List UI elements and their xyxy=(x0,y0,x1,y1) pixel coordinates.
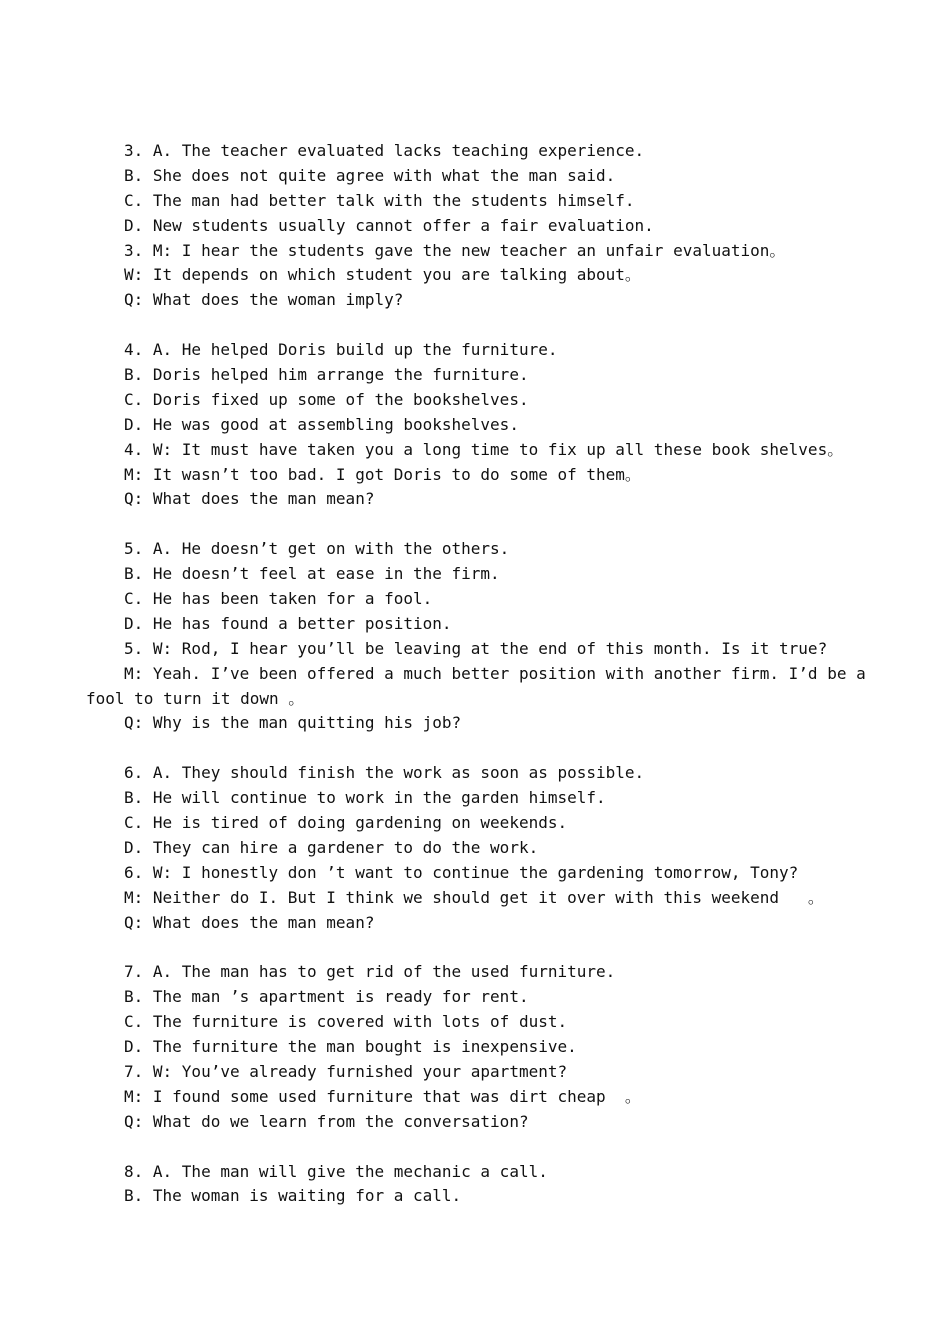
option-a: 8. A. The man will give the mechanic a call. xyxy=(124,1161,548,1181)
dialogue-line: M: I found some used furniture that was dirt cheap 。 xyxy=(124,1086,641,1106)
option-a: 7. A. The man has to get rid of the used furniture. xyxy=(124,962,616,982)
option-c: C. He is tired of doing gardening on weekends. xyxy=(124,813,568,833)
option-b: B. He doesn’t feel at ease in the firm. xyxy=(124,564,500,584)
spacer xyxy=(0,313,950,338)
question-line: Q: What does the woman imply? xyxy=(124,290,404,310)
dialogue-line: M: It wasn’t too bad. I got Doris to do some of them。 xyxy=(124,464,641,484)
option-d: D. He was good at assembling bookshelves. xyxy=(124,414,519,434)
option-c: C. The furniture is covered with lots of dust. xyxy=(124,1012,568,1032)
dialogue-line: W: It depends on which student you are talking about。 xyxy=(124,265,641,285)
question-3 xyxy=(0,139,950,1209)
option-c: C. The man had better talk with the students himself. xyxy=(124,190,635,210)
spacer xyxy=(0,512,950,537)
option-d: D. The furniture the man bought is inexpensive. xyxy=(124,1037,577,1057)
option-b: B. Doris helped him arrange the furniture. xyxy=(124,365,529,385)
dialogue-line: M: Neither do I. But I think we should get it over with this weekend 。 xyxy=(124,887,824,907)
dialogue-continuation: fool to turn it down 。 xyxy=(86,688,305,708)
option-a: 4. A. He helped Doris build up the furniture. xyxy=(124,340,558,360)
question-line: Q: Why is the man quitting his job? xyxy=(124,713,462,733)
spacer xyxy=(0,936,950,961)
option-d: D. He has found a better position. xyxy=(124,613,452,633)
dialogue-line: 4. W: It must have taken you a long time to fix up all these book shelves。 xyxy=(124,439,844,459)
dialogue-line: 3. M: I hear the students gave the new teacher an unfair evaluation。 xyxy=(124,240,786,260)
spacer xyxy=(0,736,950,761)
question-line: Q: What do we learn from the conversation? xyxy=(124,1111,529,1131)
option-a: 5. A. He doesn’t get on with the others. xyxy=(124,539,510,559)
dialogue-line: 5. W: Rod, I hear you’ll be leaving at the end of this month. Is it true? xyxy=(124,638,828,658)
question-line: Q: What does the man mean? xyxy=(124,489,375,509)
option-b: B. The man ’s apartment is ready for rent. xyxy=(124,987,529,1007)
dialogue-line: 7. W: You’ve already furnished your apartment? xyxy=(124,1061,568,1081)
option-b: B. She does not quite agree with what the man said. xyxy=(124,165,616,185)
question-line: Q: What does the man mean? xyxy=(124,912,375,932)
dialogue-line: 6. W: I honestly don ’t want to continue the gardening tomorrow, Tony? xyxy=(124,862,799,882)
option-d: D. They can hire a gardener to do the work. xyxy=(124,837,539,857)
option-a: 3. A. The teacher evaluated lacks teaching experience. xyxy=(124,141,645,160)
spacer xyxy=(0,1135,950,1160)
dialogue-line: M: Yeah. I’ve been offered a much better position with another firm. I’d be a xyxy=(124,663,866,683)
option-a: 6. A. They should finish the work as soon as possible. xyxy=(124,763,645,783)
option-c: C. He has been taken for a fool. xyxy=(124,589,433,609)
option-b: B. The woman is waiting for a call. xyxy=(124,1186,462,1206)
option-c: C. Doris fixed up some of the bookshelves. xyxy=(124,389,529,409)
option-d: D. New students usually cannot offer a fair evaluation. xyxy=(124,215,654,235)
option-b: B. He will continue to work in the garden himself. xyxy=(124,788,606,808)
